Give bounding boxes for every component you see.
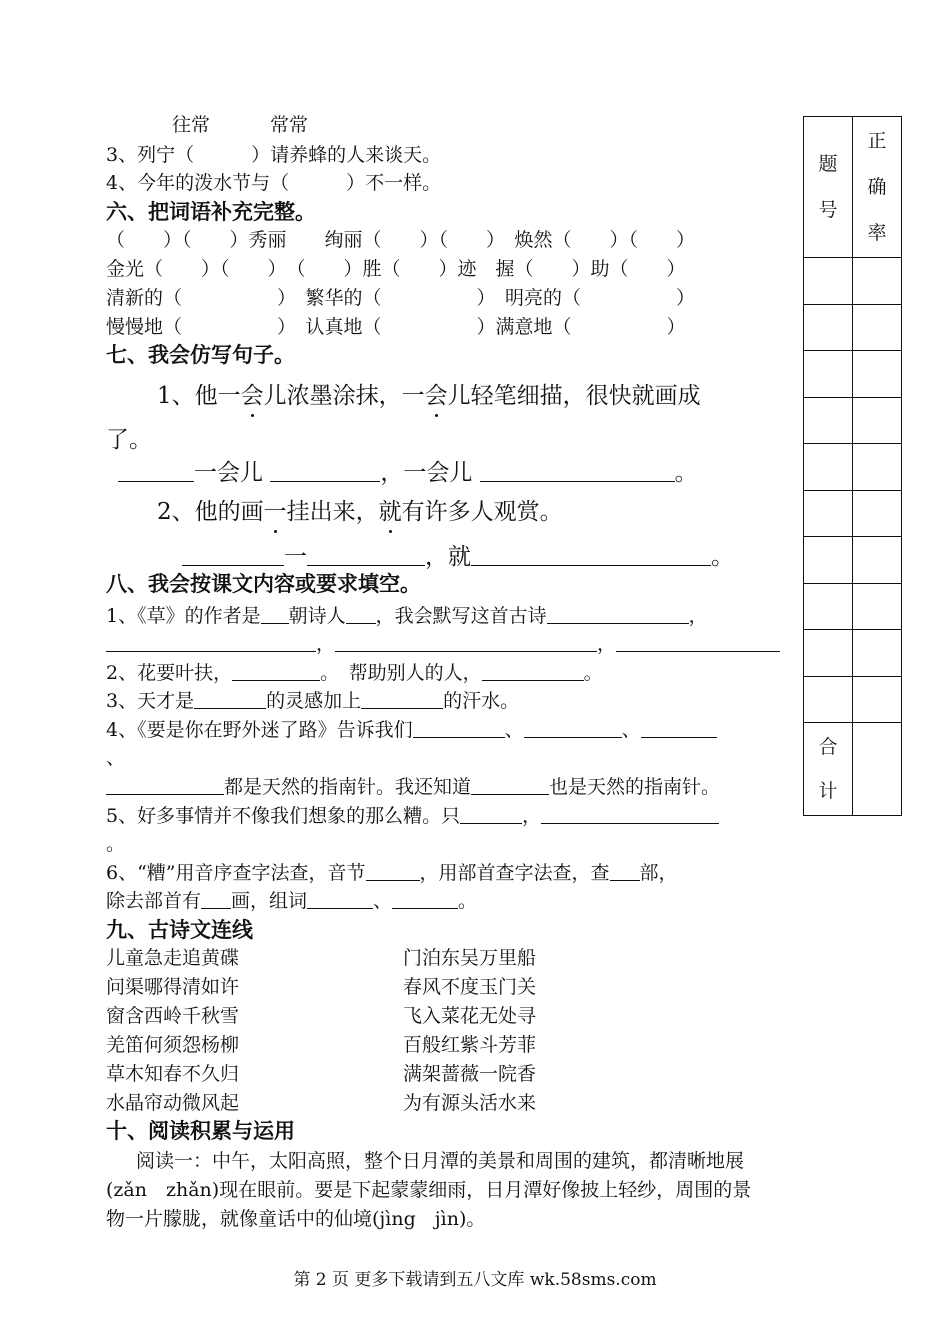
header-number: 题 号	[804, 117, 853, 258]
poem-right-line[interactable]: 春风不度玉门关	[403, 976, 537, 998]
sec8-q6-cont: 除去部首有 画，组词 、 。	[106, 890, 478, 912]
blank[interactable]	[106, 776, 224, 795]
score-cell[interactable]	[853, 397, 902, 444]
score-cell[interactable]	[853, 630, 902, 677]
blank[interactable]	[361, 690, 443, 709]
score-cell[interactable]	[804, 630, 853, 677]
sec8-q4-cont: 都是天然的指南针。我还知道 也是天然的指南针。	[106, 775, 720, 799]
poem-right-line[interactable]: 满架蔷薇一院香	[403, 1063, 537, 1085]
sec8-q3: 3、天才是 的灵感加上 的汗水。	[106, 690, 520, 712]
blank[interactable]	[480, 463, 675, 482]
sec8-q1: 1、《草》的作者是 朝诗人 ，我会默写这首古诗 ，	[106, 605, 708, 627]
score-cell[interactable]	[804, 537, 853, 584]
header-accuracy: 正 确 率	[853, 117, 902, 258]
score-cell[interactable]	[853, 304, 902, 351]
poem-left-line[interactable]: 水晶帘动微风起	[106, 1092, 240, 1114]
score-cell[interactable]	[804, 351, 853, 398]
score-cell[interactable]	[804, 490, 853, 537]
fill-line-1: 一会儿 ，一会儿 。	[118, 458, 698, 488]
score-cell[interactable]	[853, 351, 902, 398]
score-table	[803, 116, 902, 816]
score-cell[interactable]	[853, 444, 902, 491]
section-9-title: 九、古诗文连线	[106, 918, 253, 942]
blank[interactable]	[541, 805, 719, 824]
score-cell[interactable]	[804, 258, 853, 305]
question-4: 4、今年的泼水节与（ ）不一样。	[106, 172, 442, 194]
poem-right-line[interactable]: 百般红紫斗芳菲	[403, 1034, 537, 1056]
poem-left-line[interactable]: 羌笛何须怨杨柳	[106, 1034, 240, 1056]
sec8-q4-wrap: 、	[106, 747, 126, 769]
poem-right-line[interactable]: 门泊东吴万里船	[403, 947, 537, 969]
poem-right-line[interactable]: 飞入菜花无处寻	[403, 1005, 537, 1027]
blank[interactable]	[307, 890, 373, 909]
sec6-row-3: 清新的（ ） 繁华的（ ） 明亮的（ ）	[106, 287, 696, 309]
blank[interactable]	[106, 633, 316, 652]
sec8-q2: 2、花要叶扶， 。 帮助别人的人， 。	[106, 662, 603, 684]
score-cell[interactable]	[853, 258, 902, 305]
score-cell[interactable]	[853, 537, 902, 584]
blank[interactable]	[307, 547, 425, 566]
blank[interactable]	[392, 890, 458, 909]
blank[interactable]	[335, 633, 597, 652]
fill-line-2: 一 ，就 。	[182, 542, 734, 572]
blank[interactable]	[524, 719, 622, 738]
score-cell[interactable]	[853, 676, 902, 723]
sec8-q4: 4、《要是你在野外迷了路》告诉我们 、 、	[106, 718, 717, 742]
sec6-row-4: 慢慢地（ ） 认真地（ ）满意地（ ）	[106, 316, 686, 338]
sec6-row-1: （ ）（ ）秀丽 绚丽（ ）（ ） 焕然（ ）（ ）	[106, 229, 696, 251]
page-footer: 第 2 页 更多下载请到五八文库 wk.58sms.com	[293, 1270, 657, 1290]
section-7-title: 七、我会仿写句子。	[106, 343, 295, 367]
blank[interactable]	[118, 463, 194, 482]
sec6-row-2: 金光（ ）（ ） （ ）胜（ ）迹 握（ ）助（ ）	[106, 258, 686, 280]
blank[interactable]	[201, 890, 231, 909]
total-cell[interactable]	[853, 723, 902, 816]
poem-left-line[interactable]: 窗含西岭千秋雪	[106, 1005, 240, 1027]
dotted-word: 就	[378, 499, 402, 525]
blank[interactable]	[270, 463, 380, 482]
blank[interactable]	[182, 547, 284, 566]
dotted-word: 一	[263, 499, 287, 525]
reading-1-line-2: (zǎn zhǎn)现在眼前。要是下起蒙蒙细雨，日月潭好像披上轻纱，周围的景	[106, 1179, 752, 1201]
sec8-q5-wrap: 。	[106, 833, 126, 855]
blank[interactable]	[366, 862, 420, 881]
section-8-title: 八、我会按课文内容或要求填空。	[106, 572, 421, 596]
score-cell[interactable]	[853, 490, 902, 537]
blank[interactable]	[641, 719, 717, 738]
sec8-q1-lines: ， ，	[106, 632, 780, 656]
question-3: 3、列宁（ ）请养蜂的人来谈天。	[106, 144, 442, 166]
dotted-word: 一会儿	[401, 383, 471, 409]
reading-1-line-1: 阅读一：中午，太阳高照，整个日月潭的美景和周围的建筑，都清晰地展	[136, 1150, 745, 1172]
score-cell[interactable]	[804, 583, 853, 630]
blank[interactable]	[346, 605, 376, 624]
header-total: 合 计	[804, 723, 853, 816]
blank[interactable]	[194, 690, 266, 709]
poem-left-column	[106, 944, 239, 1118]
score-cell[interactable]	[804, 444, 853, 491]
poem-right-column	[403, 944, 536, 1118]
poem-right-line[interactable]: 为有源头活水来	[403, 1092, 537, 1114]
section-6-title: 六、把词语补充完整。	[106, 200, 316, 224]
blank[interactable]	[610, 862, 640, 881]
blank[interactable]	[232, 662, 320, 681]
sentence-1-end: 了。	[106, 427, 152, 453]
blank[interactable]	[471, 776, 549, 795]
sec8-q5: 5、好多事情并不像我们想象的那么糟。只 ，	[106, 804, 719, 828]
blank[interactable]	[482, 662, 584, 681]
blank[interactable]	[471, 547, 711, 566]
section-10-title: 十、阅读积累与运用	[106, 1119, 295, 1143]
sentence-1: 1、他一会儿浓墨涂抹，一会儿轻笔细描，很快就画成	[157, 383, 701, 409]
score-cell[interactable]	[804, 676, 853, 723]
dotted-word: 一会儿	[217, 383, 287, 409]
score-cell[interactable]	[804, 304, 853, 351]
poem-left-line[interactable]: 儿童急走追黄碟	[106, 947, 240, 969]
poem-left-line[interactable]: 问渠哪得清如许	[106, 976, 240, 998]
word-option-a: 往常	[172, 114, 211, 136]
sec8-q6: 6、“糟”用音序查字法查，音节 ，用部首查字法查，查 部，	[106, 862, 678, 884]
word-options	[172, 113, 308, 137]
poem-left-line[interactable]: 草木知春不久归	[106, 1063, 240, 1085]
score-cell[interactable]	[853, 583, 902, 630]
blank[interactable]	[261, 605, 289, 624]
blank[interactable]	[460, 805, 522, 824]
blank[interactable]	[413, 719, 505, 738]
score-cell[interactable]	[804, 397, 853, 444]
blank[interactable]	[616, 633, 780, 652]
reading-1-line-3: 物一片朦胧，就像童话中的仙境(jìng jìn)。	[106, 1208, 486, 1230]
word-option-b: 常常	[270, 114, 309, 136]
sentence-2: 2、他的画一挂出来，就有许多人观赏。	[157, 499, 563, 525]
blank[interactable]	[547, 605, 689, 624]
